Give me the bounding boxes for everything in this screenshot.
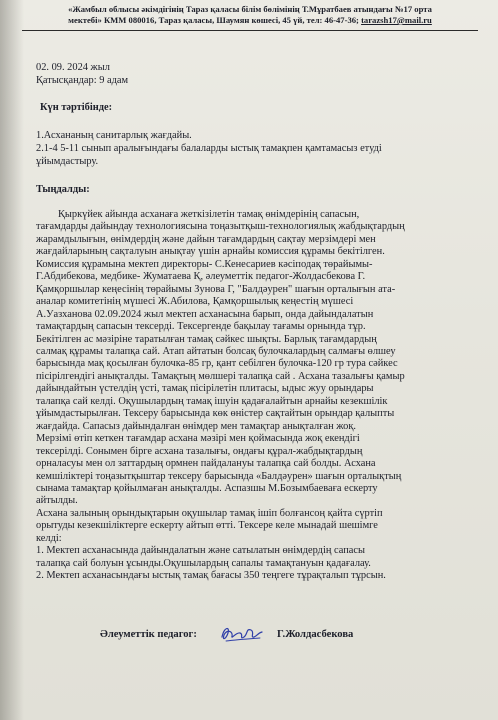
body-line: А.Уазханова 02.09.2024 жыл мектеп асханасына барып, онда дайындалатын <box>36 308 374 320</box>
heard-heading: Тыңдалды: <box>36 184 90 195</box>
agenda-heading: Күн тәртібінде: <box>40 102 113 113</box>
heard-body <box>36 209 476 583</box>
letterhead-line-2 <box>22 15 478 26</box>
decision-1-line-2: талапқа сай болуын ұсынды.Оқушылардың сапалы тамақтануын қадағалау. <box>36 557 371 569</box>
letterhead <box>22 4 478 26</box>
decision-2: 2. Мектеп асханасындағы ыстық тамақ бағасы 350 теңгеге тұрақталып тұрсын. <box>36 570 386 582</box>
body-line: орналасуы мен ол заттардың ормнен пайдалануы талапқа сай болды. Асхана <box>36 458 376 470</box>
body-line: Қыркүйек айында асханаға жеткізілетін тамақ өнімдерінің сапасын, <box>58 209 360 220</box>
body-line: Г.Абдибекова, медбике- Жуматаева Қ, әлеуметтік педагог-Жолдасбекова Г. <box>36 271 366 283</box>
signer-name: Г.Жолдасбекова <box>277 629 354 640</box>
body-line: салмақ құрамы талапқа сай. Атап айтатын болсақ булочкалардың салмағы өлшеу <box>36 345 396 357</box>
body-line: пісірілгендігі анықталды. Тамақтың мөлшері талапқа сай . Асхана тазалығы қамыр <box>36 370 405 382</box>
body-line: Мерзімі өтіп кеткен тағамдар асхана мәзірі мен қоймасында жоқ екендігі <box>36 433 360 445</box>
body-line: жағдайларының сақталуын анықтау үшін арнайы комиссия құрамы бекітілген. <box>36 246 385 258</box>
body-line: тамақтардың сапасын тексерді. Тексергенде бақылау тағамы орнында тұр. <box>36 321 366 333</box>
body-line: талапқа сай келді. Оқушылардың тамақ ішуін қадағалайтын арнайы кезекшілік <box>36 395 388 407</box>
agenda-item-2-line-2: ұйымдастыру. <box>36 156 99 167</box>
body-line: Бекітілген ас мәзіріне таратылған тамақ сәйкес шықты. Барлық тағамдардың <box>36 333 377 345</box>
body-line: сынама тамақтар қойылмаған анықталды. Аспазшы М.Бозымбаеваға ескерту <box>36 482 378 494</box>
agenda-item-2-line-1: 2.1-4 5-11 сынып аралығындағы балаларды ыстық тамақпен қамтамасыз етуді <box>36 143 382 154</box>
body-line: Асхана залының орындықтарын оқушылар тамақ ішіп болғансоң қайта сүртіп <box>36 507 383 519</box>
letterhead-email: tarazsh17@mail.ru <box>361 15 432 25</box>
body-line: дайындайтын үстелдің үсті, тамақ пісірілетін плитасы, ыдыс жуу орындары <box>36 383 374 395</box>
body-line: Комиссия құрамына мектеп директоры- С.Кенесариев кәсіподақ төрайымы- <box>36 258 373 270</box>
body-line: тексерілді. Сонымен бірге асхана тазалығы, ондағы құрал-жабдықтардың <box>36 445 363 457</box>
agenda-item-1: 1.Асхананың санитарлық жағдайы. <box>36 130 192 141</box>
body-line: барысында мақ қосылған булочка-85 гр, қант себілген булочка-120 гр тура сәйкес <box>36 358 398 370</box>
letterhead-address: мектебі» КММ 080016, Тараз қаласы, Шаумян көшесі, 45 үй, тел: 46-47-36; <box>68 15 362 25</box>
body-line: аналар комитетінің мүшесі Ж.Абилова, Қамқоршылық кеңестің мүшесі <box>36 296 354 308</box>
letterhead-line-1: «Жамбыл облысы әкімдігінің Тараз қаласы білім бөлімінің Т.Мұратбаев атындағы №17 орта <box>68 4 432 14</box>
body-line: тағамдарды дайындау технологиясына тоңазытқыш-технологиялық жабдықтардың <box>36 221 405 233</box>
handwritten-signature-icon <box>218 623 264 645</box>
body-line: кемшіліктері тоңазытқыштар тексеру барысында «Балдәурен» шағын орталықтың <box>36 470 402 482</box>
body-line: ұйымдастырылған. Тексеру барысында көк өністер сақтайтын орындар қалыпты <box>36 408 395 420</box>
body-line: жарамдылығын, өнімдердің және дайын тағамдардың сақтау мерзімдері мен <box>36 233 376 245</box>
body-line: орытуды кезекшіліктерге ескерту айтып өтті. Тексере келе мынадай шешімге <box>36 520 378 532</box>
page-shadow <box>0 0 24 720</box>
body-line: келді: <box>36 532 62 544</box>
meeting-date: 02. 09. 2024 жыл <box>36 62 110 73</box>
signer-role: Әлеуметтік педагог: <box>100 629 197 640</box>
letterhead-divider <box>22 30 478 31</box>
body-line: жағдайда. Сапасыз дайындалған өнімдер мен тамақтар анықталған жоқ. <box>36 420 357 432</box>
attendees-count: Қатысқандар: 9 адам <box>36 75 129 86</box>
body-line: Қамқоршылар кеңесінің төрайымы Зунова Г, "Балдәурен" шағын орталығын ата- <box>36 283 396 295</box>
body-line: айтылды. <box>36 495 78 507</box>
decision-1-line-1: 1. Мектеп асханасында дайындалатын және сатылатын өнімдердің сапасы <box>36 545 365 557</box>
